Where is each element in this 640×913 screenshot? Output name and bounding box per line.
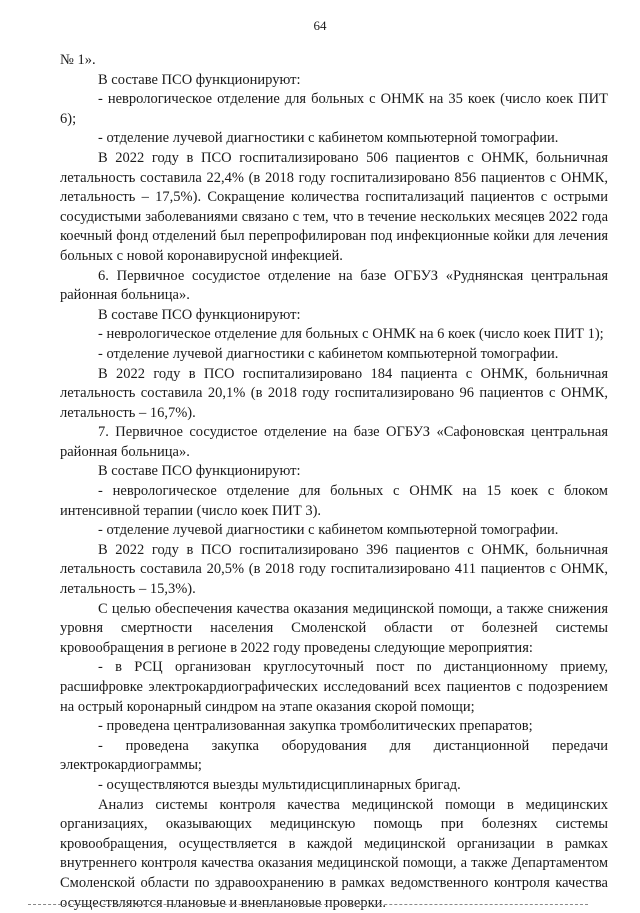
document-body: [60, 51, 608, 913]
paragraph-2: В составе ПСО функционируют:: [98, 71, 301, 88]
paragraph-6: 6. Первичное сосудистое отделение на базе ОГБУЗ «Руднянская центральная районная больница».: [60, 267, 608, 304]
paragraph-10: В 2022 году в ПСО госпитализировано 184 пациента с ОНМК, больничная летальность составила 20,1% (в 2018 году госпитализировано 96 пациентов с ОНМК, летальность – 16,7%).: [60, 365, 608, 421]
paragraph-16: С целью обеспечения качества оказания медицинской помощи, а также снижения уровня смертности населения Смоленской области от болезней системы кровообращения в регионе в 2022 году проведены следующие мероприятия:: [60, 600, 608, 656]
paragraph-9: - отделение лучевой диагностики с кабинетом компьютерной томографии.: [98, 345, 559, 362]
paragraph-11: 7. Первичное сосудистое отделение на базе ОГБУЗ «Сафоновская центральная районная больница».: [60, 424, 608, 460]
paragraph-8: - неврологическое отделение для больных с ОНМК на 6 коек (число коек ПИТ 1);: [98, 326, 604, 343]
paragraph-12: В составе ПСО функционируют:: [98, 463, 301, 480]
page-bottom-rule: [28, 904, 588, 905]
paragraph-13: - неврологическое отделение для больных с ОНМК на 15 коек с блоком интенсивной терапии (число коек ПИТ 3).: [60, 483, 608, 519]
paragraph-17: - в РСЦ организован круглосуточный пост по дистанционному приему, расшифровке электрокардиографических исследований всех пациентов с подозрением на острый коронарный синдром на этапе оказания скорой помощи;: [60, 659, 608, 715]
paragraph-20: - осуществляются выезды мультидисциплинарных бригад.: [98, 776, 461, 793]
paragraph-19: - проведена закупка оборудования для дистанционной передачи электрокардиограммы;: [60, 737, 608, 774]
paragraph-21: Анализ системы контроля качества медицинской помощи в медицинских организациях, оказывающих медицинскую помощь при болезнях системы кровообращения, осуществляется в каждой медицинской организации в рамках внутреннего контроля качества оказания медицинской помощи, а также Департаментом Смоленской области по здравоохранению в рамках ведомственного контроля качества осуществляются плановые и внеплановые проверки.: [60, 796, 608, 911]
paragraph-18: - проведена централизованная закупка тромболитических препаратов;: [98, 718, 533, 735]
paragraph-5: В 2022 году в ПСО госпитализировано 506 пациентов с ОНМК, больничная летальность составила 22,4% (в 2018 году госпитализировано 856 пациентов с ОНМК, летальность – 17,5%). Сокращение количества госпитализаций пациентов с острыми сосудистыми заболеваниями связано с тем, что в течение нескольких месяцев 2022 года коечный фонд отделений был перепрофилирован под инфекционные койки для лечения больных с новой коронавирусной инфекцией.: [60, 149, 608, 264]
paragraph-14: - отделение лучевой диагностики с кабинетом компьютерной томографии.: [98, 522, 559, 539]
paragraph-4: - отделение лучевой диагностики с кабинетом компьютерной томографии.: [98, 130, 559, 147]
paragraph-1: № 1».: [60, 52, 96, 68]
paragraph-7: В составе ПСО функционируют:: [98, 306, 301, 323]
paragraph-3: - неврологическое отделение для больных с ОНМК на 35 коек (число коек ПИТ 6);: [60, 91, 608, 127]
paragraph-15: В 2022 году в ПСО госпитализировано 396 пациентов с ОНМК, больничная летальность составила 20,5% (в 2018 году госпитализировано 411 пациентов с ОНМК, летальность – 15,3%).: [60, 541, 608, 598]
page-number: 64: [313, 18, 327, 33]
